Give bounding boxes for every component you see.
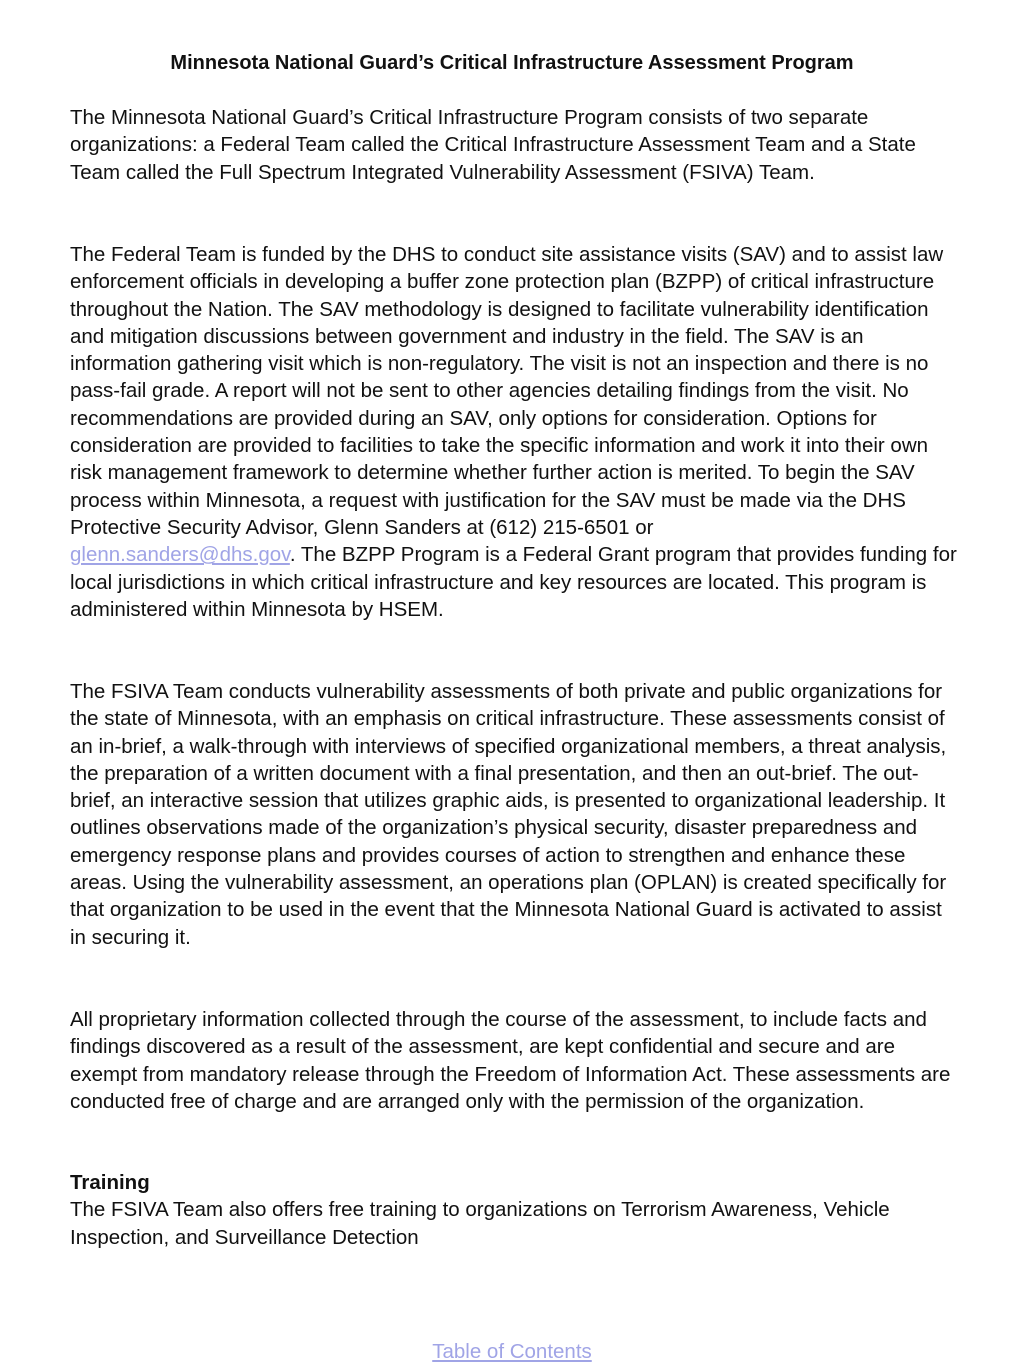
- training-heading: Training: [70, 1171, 150, 1194]
- proprietary-info-paragraph: [70, 1006, 960, 1115]
- footer: [0, 1338, 1024, 1365]
- federal-team-paragraph: [70, 241, 960, 623]
- federal-team-text-continued: . The BZPP Program is a Federal Grant program that provides funding for local jurisdictions in which critical infrastructure and key resources are located. This program is administered within Minnesota by HSEM.: [70, 543, 957, 621]
- intro-paragraph: [70, 104, 960, 186]
- page-title: Minnesota National Guard’s Critical Infrastructure Assessment Program: [170, 52, 854, 74]
- intro-text: The Minnesota National Guard’s Critical Infrastructure Program consists of two separate organizations: a Federal Team called the Critical Infrastructure Assessment Team and a State Team called the Full Spectrum Integrated Vulnerability Assessment (FSIVA) Team.: [70, 106, 916, 184]
- training-text: The FSIVA Team also offers free training to organizations on Terrorism Awareness, Vehicle Inspection, and Surveillance Detection: [70, 1198, 890, 1249]
- federal-team-text: The Federal Team is funded by the DHS to conduct site assistance visits (SAV) and to assist law enforcement officials in developing a buffer zone protection plan (BZPP) of critical infrastructure throughout the Nation. The SAV methodology is designed to facilitate vulnerability identification and mitigation discussions between government and industry in the field. The SAV is an information gathering visit which is non-regulatory. The visit is not an inspection and there is no pass-fail grade. A report will not be sent to other agencies detailing findings from the visit. No recommendations are provided during an SAV, only options for consideration. Options for consideration are provided to facilities to take the specific information and work it into their own risk management framework to determine whether further action is merited. To begin the SAV process within Minnesota, a request with justification for the SAV must be made via the DHS Protective Security Advisor, Glenn Sanders at (612) 215-6501 or: [70, 243, 944, 539]
- proprietary-info-text: All proprietary information collected through the course of the assessment, to include facts and findings discovered as a result of the assessment, are kept confidential and secure and are exempt from mandatory release through the Freedom of Information Act. These assessments are conducted free of charge and are arranged only with the permission of the organization.: [70, 1008, 951, 1113]
- fsiva-team-paragraph: [70, 678, 960, 951]
- email-link[interactable]: glenn.sanders@dhs.gov: [70, 543, 290, 567]
- training-section: [70, 1169, 960, 1251]
- fsiva-team-text: The FSIVA Team conducts vulnerability assessments of both private and public organizations for the state of Minnesota, with an emphasis on critical infrastructure. These assessments consist of an in-brief, a walk-through with interviews of specified organizational members, a threat analysis, the preparation of a written document with a final presentation, and then an out-brief. The out-brief, an interactive session that utilizes graphic aids, is presented to organizational leadership. It outlines observations made of the organization’s physical security, disaster preparedness and emergency response plans and provides courses of action to strengthen and enhance these areas. Using the vulnerability assessment, an operations plan (OPLAN) is created specifically for that organization to be used in the event that the Minnesota National Guard is activated to assist in securing it.: [70, 680, 947, 949]
- table-of-contents-link[interactable]: Table of Contents: [432, 1340, 592, 1363]
